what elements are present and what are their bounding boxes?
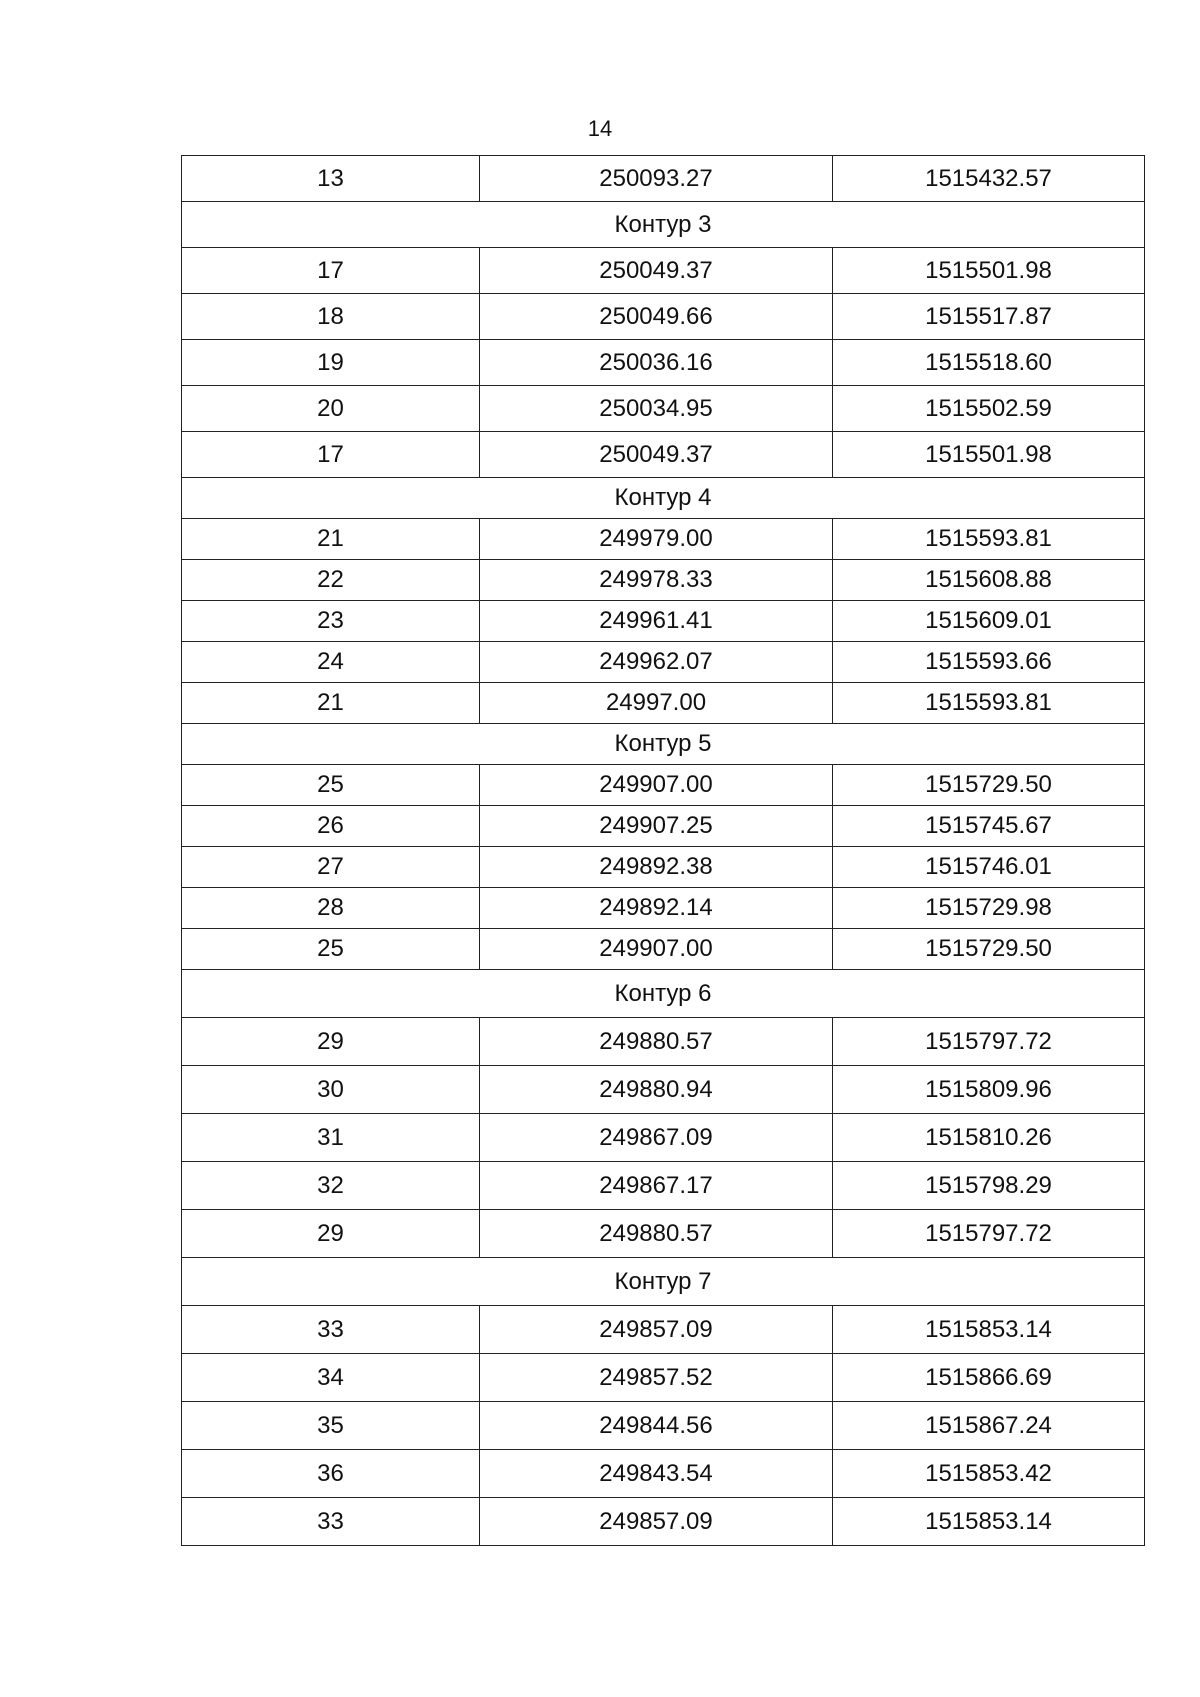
point-number-cell: 18 <box>182 294 480 340</box>
point-number-cell: 36 <box>182 1450 480 1498</box>
x-coordinate-cell: 250036.16 <box>480 340 833 386</box>
x-coordinate-cell: 249843.54 <box>480 1450 833 1498</box>
table-row <box>182 806 1145 847</box>
y-coordinate-cell: 1515809.96 <box>833 1066 1145 1114</box>
table-row <box>182 1450 1145 1498</box>
x-coordinate-cell: 249880.94 <box>480 1066 833 1114</box>
table-row <box>182 386 1145 432</box>
contour-header-row <box>182 478 1145 519</box>
x-coordinate-cell: 250049.37 <box>480 248 833 294</box>
y-coordinate-cell: 1515593.81 <box>833 519 1145 560</box>
y-coordinate-cell: 1515729.98 <box>833 888 1145 929</box>
y-coordinate-cell: 1515853.14 <box>833 1306 1145 1354</box>
contour-header-row <box>182 724 1145 765</box>
point-number-cell: 28 <box>182 888 480 929</box>
y-coordinate-cell: 1515853.14 <box>833 1498 1145 1546</box>
point-number-cell: 29 <box>182 1210 480 1258</box>
table-row <box>182 1306 1145 1354</box>
point-number-cell: 21 <box>182 519 480 560</box>
table-row <box>182 294 1145 340</box>
table-row <box>182 519 1145 560</box>
x-coordinate-cell: 249880.57 <box>480 1210 833 1258</box>
point-number-cell: 30 <box>182 1066 480 1114</box>
y-coordinate-cell: 1515593.81 <box>833 683 1145 724</box>
table-row <box>182 1114 1145 1162</box>
table-row <box>182 1162 1145 1210</box>
point-number-cell: 34 <box>182 1354 480 1402</box>
point-number-cell: 13 <box>182 156 480 202</box>
y-coordinate-cell: 1515593.66 <box>833 642 1145 683</box>
table-row <box>182 888 1145 929</box>
x-coordinate-cell: 249961.41 <box>480 601 833 642</box>
x-coordinate-cell: 249867.09 <box>480 1114 833 1162</box>
y-coordinate-cell: 1515810.26 <box>833 1114 1145 1162</box>
table-row <box>182 432 1145 478</box>
point-number-cell: 21 <box>182 683 480 724</box>
y-coordinate-cell: 1515518.60 <box>833 340 1145 386</box>
point-number-cell: 32 <box>182 1162 480 1210</box>
x-coordinate-cell: 249979.00 <box>480 519 833 560</box>
coordinates-table-body <box>182 156 1145 1546</box>
contour-title: Контур 4 <box>182 478 1145 519</box>
x-coordinate-cell: 249857.09 <box>480 1306 833 1354</box>
table-row <box>182 642 1145 683</box>
y-coordinate-cell: 1515866.69 <box>833 1354 1145 1402</box>
table-row <box>182 1066 1145 1114</box>
point-number-cell: 33 <box>182 1498 480 1546</box>
x-coordinate-cell: 250049.37 <box>480 432 833 478</box>
table-row <box>182 601 1145 642</box>
x-coordinate-cell: 24997.00 <box>480 683 833 724</box>
table-row <box>182 683 1145 724</box>
table-row <box>182 1210 1145 1258</box>
table-row <box>182 765 1145 806</box>
x-coordinate-cell: 249978.33 <box>480 560 833 601</box>
x-coordinate-cell: 249857.52 <box>480 1354 833 1402</box>
y-coordinate-cell: 1515501.98 <box>833 432 1145 478</box>
point-number-cell: 35 <box>182 1402 480 1450</box>
coordinates-table <box>181 155 1145 1546</box>
point-number-cell: 17 <box>182 248 480 294</box>
y-coordinate-cell: 1515867.24 <box>833 1402 1145 1450</box>
point-number-cell: 25 <box>182 765 480 806</box>
table-row <box>182 929 1145 970</box>
contour-header-row <box>182 970 1145 1018</box>
table-row <box>182 560 1145 601</box>
x-coordinate-cell: 249907.00 <box>480 765 833 806</box>
point-number-cell: 17 <box>182 432 480 478</box>
y-coordinate-cell: 1515432.57 <box>833 156 1145 202</box>
point-number-cell: 25 <box>182 929 480 970</box>
table-row <box>182 847 1145 888</box>
point-number-cell: 29 <box>182 1018 480 1066</box>
x-coordinate-cell: 249867.17 <box>480 1162 833 1210</box>
x-coordinate-cell: 249907.25 <box>480 806 833 847</box>
y-coordinate-cell: 1515609.01 <box>833 601 1145 642</box>
point-number-cell: 22 <box>182 560 480 601</box>
contour-header-row <box>182 1258 1145 1306</box>
x-coordinate-cell: 249892.38 <box>480 847 833 888</box>
x-coordinate-cell: 249857.09 <box>480 1498 833 1546</box>
contour-title: Контур 7 <box>182 1258 1145 1306</box>
contour-title: Контур 3 <box>182 202 1145 248</box>
contour-title: Контур 5 <box>182 724 1145 765</box>
x-coordinate-cell: 249907.00 <box>480 929 833 970</box>
x-coordinate-cell: 250093.27 <box>480 156 833 202</box>
table-row <box>182 1354 1145 1402</box>
table-row <box>182 1018 1145 1066</box>
point-number-cell: 26 <box>182 806 480 847</box>
y-coordinate-cell: 1515729.50 <box>833 765 1145 806</box>
y-coordinate-cell: 1515608.88 <box>833 560 1145 601</box>
y-coordinate-cell: 1515517.87 <box>833 294 1145 340</box>
y-coordinate-cell: 1515729.50 <box>833 929 1145 970</box>
x-coordinate-cell: 249844.56 <box>480 1402 833 1450</box>
point-number-cell: 19 <box>182 340 480 386</box>
y-coordinate-cell: 1515746.01 <box>833 847 1145 888</box>
table-row <box>182 1498 1145 1546</box>
x-coordinate-cell: 249962.07 <box>480 642 833 683</box>
table-row <box>182 340 1145 386</box>
y-coordinate-cell: 1515853.42 <box>833 1450 1145 1498</box>
point-number-cell: 31 <box>182 1114 480 1162</box>
point-number-cell: 27 <box>182 847 480 888</box>
point-number-cell: 20 <box>182 386 480 432</box>
x-coordinate-cell: 249880.57 <box>480 1018 833 1066</box>
x-coordinate-cell: 249892.14 <box>480 888 833 929</box>
point-number-cell: 33 <box>182 1306 480 1354</box>
table-row <box>182 248 1145 294</box>
x-coordinate-cell: 250034.95 <box>480 386 833 432</box>
point-number-cell: 23 <box>182 601 480 642</box>
contour-title: Контур 6 <box>182 970 1145 1018</box>
table-row <box>182 1402 1145 1450</box>
x-coordinate-cell: 250049.66 <box>480 294 833 340</box>
y-coordinate-cell: 1515501.98 <box>833 248 1145 294</box>
y-coordinate-cell: 1515745.67 <box>833 806 1145 847</box>
contour-header-row <box>182 202 1145 248</box>
page-number: 14 <box>587 116 613 141</box>
y-coordinate-cell: 1515797.72 <box>833 1018 1145 1066</box>
y-coordinate-cell: 1515798.29 <box>833 1162 1145 1210</box>
y-coordinate-cell: 1515797.72 <box>833 1210 1145 1258</box>
table-row <box>182 156 1145 202</box>
point-number-cell: 24 <box>182 642 480 683</box>
y-coordinate-cell: 1515502.59 <box>833 386 1145 432</box>
